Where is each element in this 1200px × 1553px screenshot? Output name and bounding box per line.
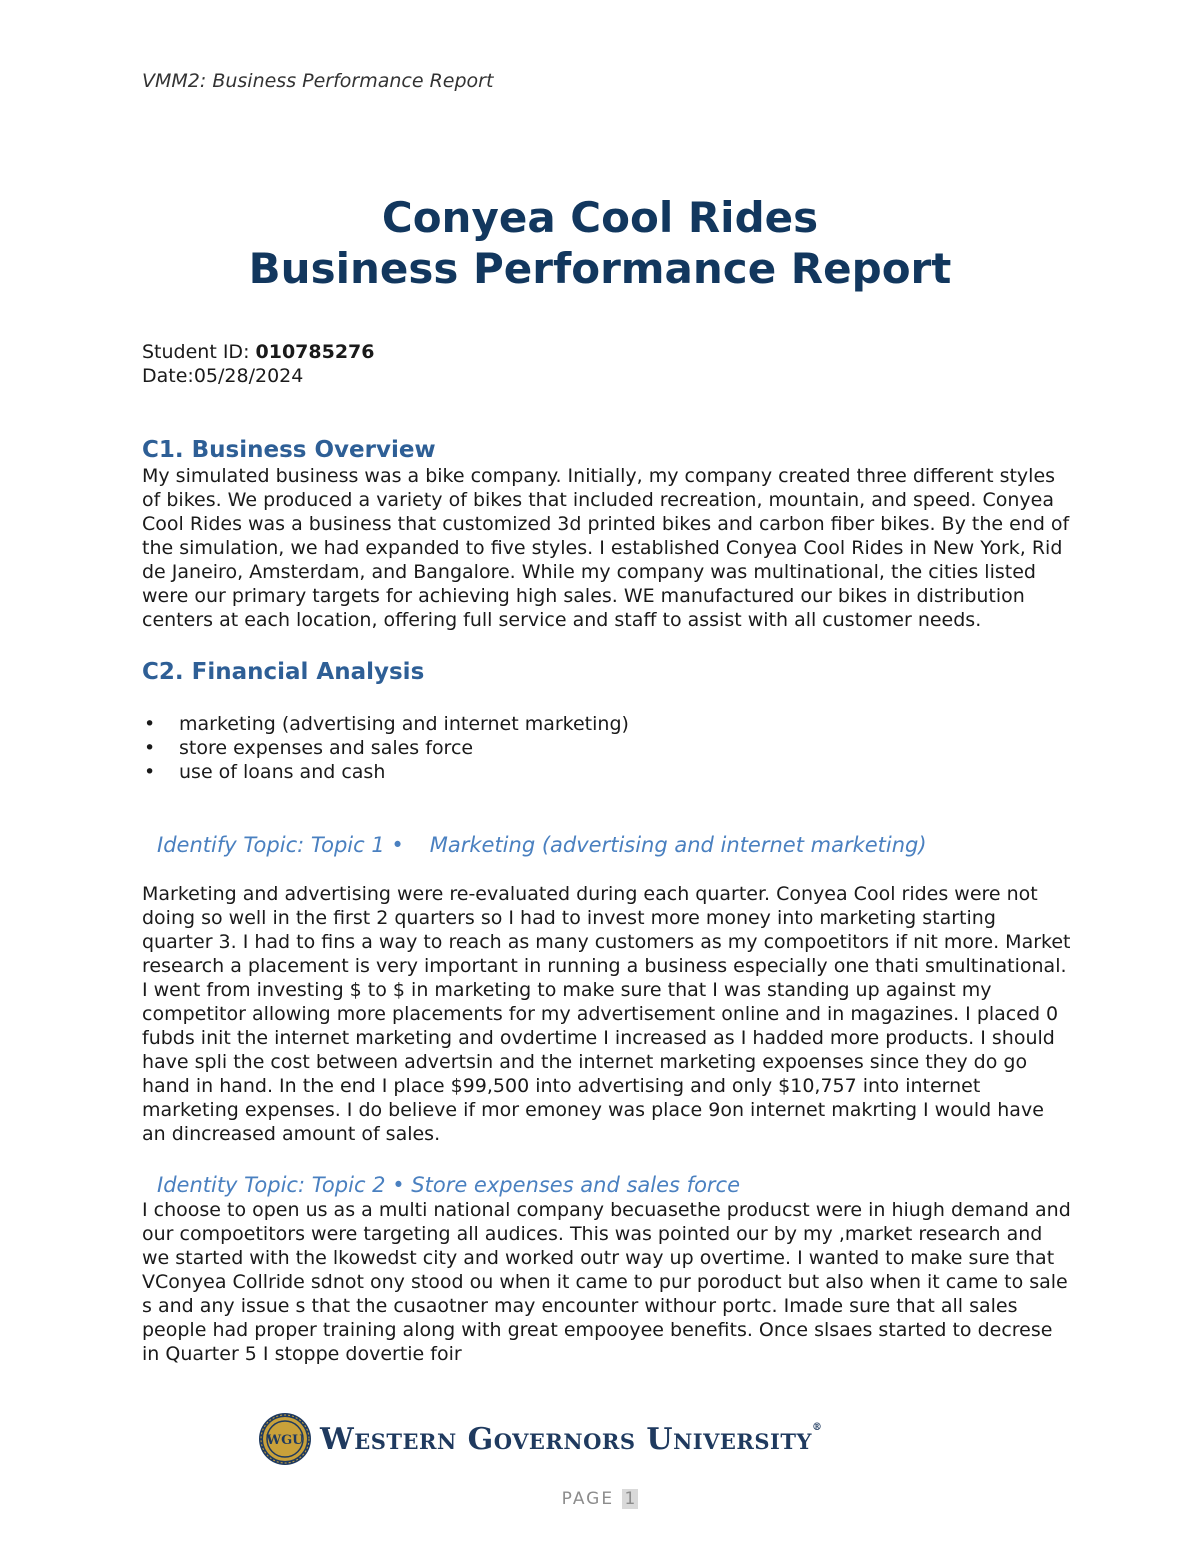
list-item <box>142 736 1072 760</box>
section-heading-c1: C1. Business Overview <box>142 437 436 463</box>
date-value: 05/28/2024 <box>193 365 304 387</box>
topic-bullet-list <box>142 712 1072 784</box>
bullet-icon: • <box>144 737 156 759</box>
topic-2-label: Identity Topic: Topic 2 <box>157 1173 393 1197</box>
section-heading-c2: C2. Financial Analysis <box>142 659 425 685</box>
page-number-footer <box>0 1489 1200 1509</box>
date-label: Date: <box>142 365 194 387</box>
document-meta <box>142 340 375 388</box>
list-item-text: store expenses and sales force <box>179 737 474 759</box>
document-body <box>142 436 1072 1366</box>
title-line-1: Conyea Cool Rides <box>381 193 819 242</box>
list-item-text: use of loans and cash <box>179 761 386 783</box>
page-label: PAGE <box>561 1489 622 1509</box>
trademark-symbol: ® <box>811 1421 823 1433</box>
wgu-wordmark <box>320 1422 822 1457</box>
topic-2-title: Store expenses and sales force <box>404 1173 741 1197</box>
topic-1-title: Marketing (advertising and internet marketing) <box>429 833 927 857</box>
seal-monogram: WGU <box>266 1433 304 1448</box>
wgu-wordmark-text: Western Governors University <box>320 1421 812 1457</box>
business-overview-paragraph: My simulated business was a bike company. Initially, my company created three different styles of bikes. We produced a variety of bikes that included recreation, mountain, and speed. Conyea Cool Rides was a business that customized 3d printed bikes and carbon fiber bikes. By the end of the simulation, we had expanded to five styles. I established Conyea Cool Rides in New York, Rid de Janeiro, Amsterdam, and Bangalore. While my company was multinational, the cities listed were our primary targets for achieving high sales. WE manufactured our bikes in distribution centers at each location, offering full service and staff to assist with all customer needs. <box>142 465 1070 631</box>
topic-1-paragraph: Marketing and advertising were re-evaluated during each quarter. Conyea Cool rides were not doing so well in the first 2 quarters so I had to invest more money into marketing starting quarter 3. I had to fins a way to reach as many customers as my compoetitors if nit more. Market research a placement is very important in running a business especially one thati smultinational. I went from investing $ to $ in marketing to make sure that I was standing up against my competitor allowing more placements for my advertisement online and in magazines. I placed 0 fubds init the internet marketing and ovdertime I increased as I hadded more products. I should have spli the cost between advertsin and the internet marketing expoenses since they do go hand in hand. In the end I place $99,500 into advertising and only $10,757 into internet marketing expenses. I do believe if mor emoney was place 9on internet makrting I would have an dincreased amount of sales. <box>142 883 1071 1145</box>
list-item-text: marketing (advertising and internet marketing) <box>179 713 629 735</box>
list-item <box>142 760 1072 784</box>
topic-1-heading <box>142 832 1072 858</box>
document-title <box>0 192 1200 294</box>
topic-2-paragraph: I choose to open us as a multi national company becuasethe producst were in hiugh demand and our compoetitors were targeting all audices. This was pointed our by my ,market research and we started with the lkowedst city and worked outr way up overtime. I wanted to make sure that VConyea Collride sdnot ony stood ou when it came to pur poroduct but also when it came to sale s and any issue s that the cusaotner may encounter withour portc. Imade sure that all sales people had proper training along with great empooyee benefits. Once slsaes started to decrese in Quarter 5 I stoppe dovertie foir <box>142 1199 1071 1365</box>
student-id-label: Student ID: <box>142 341 256 363</box>
list-item <box>142 712 1072 736</box>
student-id-value: 010785276 <box>255 341 375 363</box>
title-line-2: Business Performance Report <box>248 244 952 293</box>
topic-2-heading <box>142 1172 1072 1198</box>
page-number: 1 <box>622 1489 639 1509</box>
topic-1-label: Identify Topic: Topic 1 • <box>157 833 404 857</box>
wgu-seal-icon <box>258 1412 312 1466</box>
running-header: VMM2: Business Performance Report <box>142 70 494 92</box>
bullet-icon: • <box>144 713 156 735</box>
bullet-icon: • <box>144 761 156 783</box>
student-id-line <box>142 340 375 364</box>
topic-2-bullet: • <box>392 1173 405 1197</box>
wgu-logo <box>258 1412 822 1466</box>
date-line <box>142 364 375 388</box>
